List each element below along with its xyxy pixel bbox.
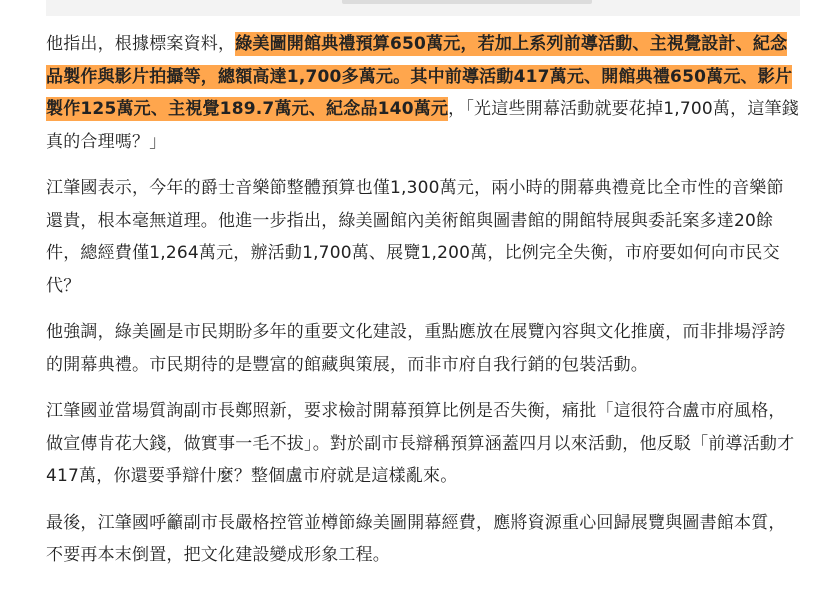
paragraph-2: 江肇國表示，今年的爵士音樂節整體預算也僅1,300萬元，兩小時的開幕典禮竟比全市性的音樂節還貴，根本毫無道理。他進一步指出，綠美圖館內美術館與圖書館的開館特展與委託案多達20餘件，總經費僅1,264萬元，辦活動1,700萬、展覽1,200萬，比例完全失衡，市府要如何向市民交代？ [46,178,784,296]
paragraph-1 [46,28,800,158]
paragraph-1-quote: ，「光這些開幕活動就要花掉1,700萬，這筆錢真的合理嗎？」 [46,99,799,152]
article-image-bottom-edge [46,0,800,16]
paragraph-5: 最後，江肇國呼籲副市長嚴格控管並樽節綠美圖開幕經費，應將資源重心回歸展覽與圖書館本質，不要再本末倒置，把文化建設變成形象工程。 [46,512,786,565]
article-body [46,28,800,586]
highlighted-budget-text: 綠美圖開館典禮預算650萬元，若加上系列前導活動、主視覺設計、紀念品製作與影片拍攝等，總額高達1,700多萬元。其中前導活動417萬元、開館典禮650萬元、影片製作125萬元、主視覺189.7萬元、紀念品140萬元 [46,34,793,119]
paragraph-3: 他強調，綠美圖是市民期盼多年的重要文化建設，重點應放在展覽內容與文化推廣，而非排場浮誇的開幕典禮。市民期待的是豐富的館藏與策展，而非市府自我行銷的包裝活動。 [46,322,786,375]
paragraph-1-lead: 他指出，根據標案資料， [46,34,236,54]
paragraph-4: 江肇國並當場質詢副市長鄭照新，要求檢討開幕預算比例是否失衡，痛批「這很符合盧市府風格，做宣傳肯花大錢，做實事一毛不拔」。對於副市長辯稱預算涵蓋四月以來活動，他反駁「前導活動才417萬，你還要爭辯什麼？整個盧市府就是這樣亂來。 [46,401,795,486]
image-caption-bar [342,0,592,4]
